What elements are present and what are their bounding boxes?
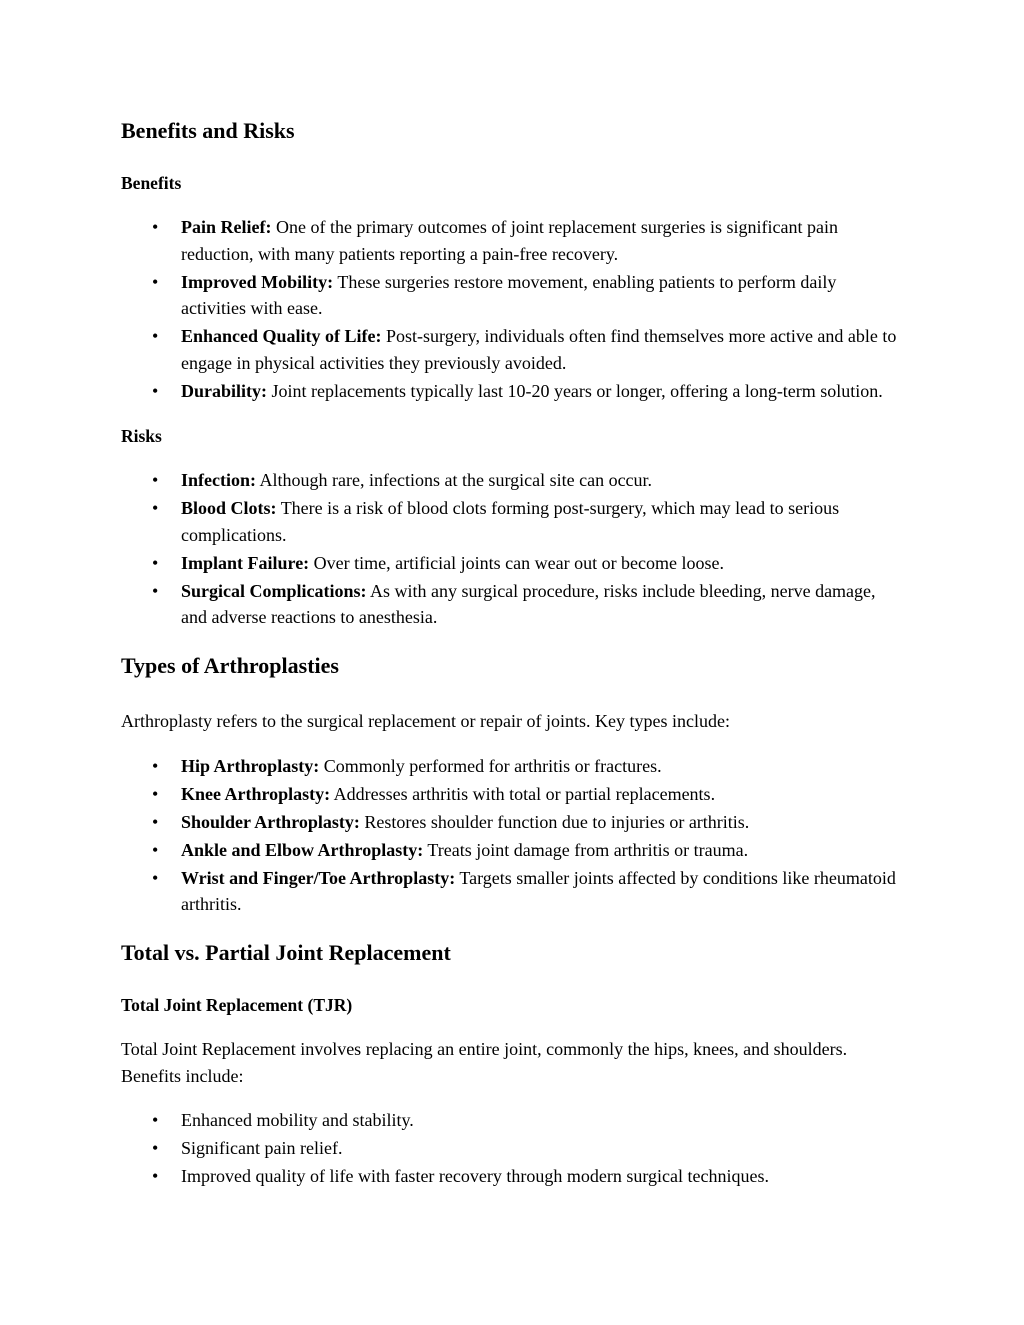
item-text: Enhanced mobility and stability. — [181, 1110, 414, 1131]
item-text: Targets smaller joints affected by conditions like rheumatoid arthritis. — [181, 867, 896, 915]
bullet-icon: • — [152, 867, 159, 888]
item-text: Although rare, infections at the surgical site can occur. — [256, 470, 653, 491]
item-term: Shoulder Arthroplasty: — [181, 811, 360, 832]
bullet-icon: • — [152, 580, 159, 601]
list-item — [152, 837, 904, 864]
bullet-icon: • — [152, 217, 159, 238]
item-term: Pain Relief: — [181, 217, 272, 238]
list-item — [152, 753, 904, 780]
bullet-icon: • — [152, 326, 159, 347]
item-text: Improved quality of life with faster recovery through modern surgical techniques. — [181, 1166, 769, 1187]
section-title-types: Types of Arthroplasties — [121, 652, 339, 678]
item-term: Ankle and Elbow Arthroplasty: — [181, 839, 424, 860]
bullet-icon: • — [152, 380, 159, 401]
risks-list — [121, 467, 904, 631]
types-list — [121, 753, 904, 918]
bullet-icon: • — [152, 811, 159, 832]
subheading-benefits: Benefits — [121, 173, 182, 194]
item-term: Infection: — [181, 470, 256, 491]
list-item — [152, 1163, 904, 1190]
benefits-list — [121, 214, 904, 404]
item-term: Enhanced Quality of Life: — [181, 326, 382, 347]
item-term: Hip Arthroplasty: — [181, 755, 320, 776]
item-text: Treats joint damage from arthritis or trauma. — [423, 839, 749, 860]
item-text: As with any surgical procedure, risks include bleeding, nerve damage, and adverse reactions to anesthesia. — [181, 580, 876, 628]
item-term: Knee Arthroplasty: — [181, 783, 331, 804]
list-item — [152, 865, 904, 918]
tjr-benefits-list — [121, 1107, 904, 1190]
bullet-icon: • — [152, 552, 159, 573]
item-term: Improved Mobility: — [181, 271, 334, 292]
item-text: Significant pain relief. — [181, 1138, 343, 1159]
section-title-benefits-risks: Benefits and Risks — [121, 118, 295, 143]
item-text: Joint replacements typically last 10-20 years or longer, offering a long-term solution. — [267, 380, 883, 401]
item-text: Over time, artificial joints can wear out or become loose. — [309, 552, 725, 573]
bullet-icon: • — [152, 271, 159, 292]
list-item — [152, 809, 904, 836]
item-term: Blood Clots: — [181, 498, 277, 519]
item-term: Wrist and Finger/Toe Arthroplasty: — [181, 867, 456, 888]
list-item — [152, 467, 904, 494]
types-intro: Arthroplasty refers to the surgical replacement or repair of joints. Key types include: — [121, 711, 730, 732]
list-item — [152, 495, 904, 548]
list-item — [152, 1135, 904, 1162]
bullet-icon: • — [152, 498, 159, 519]
bullet-icon: • — [152, 1110, 159, 1131]
item-text: Addresses arthritis with total or partial replacements. — [330, 783, 716, 804]
list-item — [152, 323, 904, 376]
list-item — [152, 214, 904, 267]
item-term: Surgical Complications: — [181, 580, 367, 601]
list-item — [152, 1107, 904, 1134]
bullet-icon: • — [152, 783, 159, 804]
subheading-risks: Risks — [121, 426, 162, 447]
item-text: Commonly performed for arthritis or fractures. — [319, 755, 662, 776]
item-text: There is a risk of blood clots forming post-surgery, which may lead to serious complications. — [181, 498, 840, 545]
item-text: One of the primary outcomes of joint replacement surgeries is significant pain reduction, with many patients reporting a pain-free recovery. — [181, 217, 838, 264]
list-item — [152, 781, 904, 808]
list-item — [152, 269, 904, 322]
item-text: Post-surgery, individuals often find themselves more active and able to engage in physical activities they previously avoided. — [181, 326, 897, 373]
bullet-icon: • — [152, 1166, 159, 1187]
section-title-total-partial: Total vs. Partial Joint Replacement — [121, 939, 451, 965]
item-term: Implant Failure: — [181, 552, 310, 573]
list-item — [152, 578, 904, 631]
bullet-icon: • — [152, 470, 159, 491]
tjr-intro: Total Joint Replacement involves replacing an entire joint, commonly the hips, knees, and shoulders. Benefits include: — [121, 1039, 848, 1086]
item-text: Restores shoulder function due to injuries or arthritis. — [359, 811, 750, 832]
item-term: Durability: — [181, 380, 268, 401]
subheading-tjr: Total Joint Replacement (TJR) — [121, 995, 353, 1016]
list-item — [152, 378, 904, 405]
bullet-icon: • — [152, 1138, 159, 1159]
bullet-icon: • — [152, 755, 159, 776]
item-text: These surgeries restore movement, enabling patients to perform daily activities with ease. — [181, 271, 837, 319]
list-item — [152, 550, 904, 577]
bullet-icon: • — [152, 839, 159, 860]
